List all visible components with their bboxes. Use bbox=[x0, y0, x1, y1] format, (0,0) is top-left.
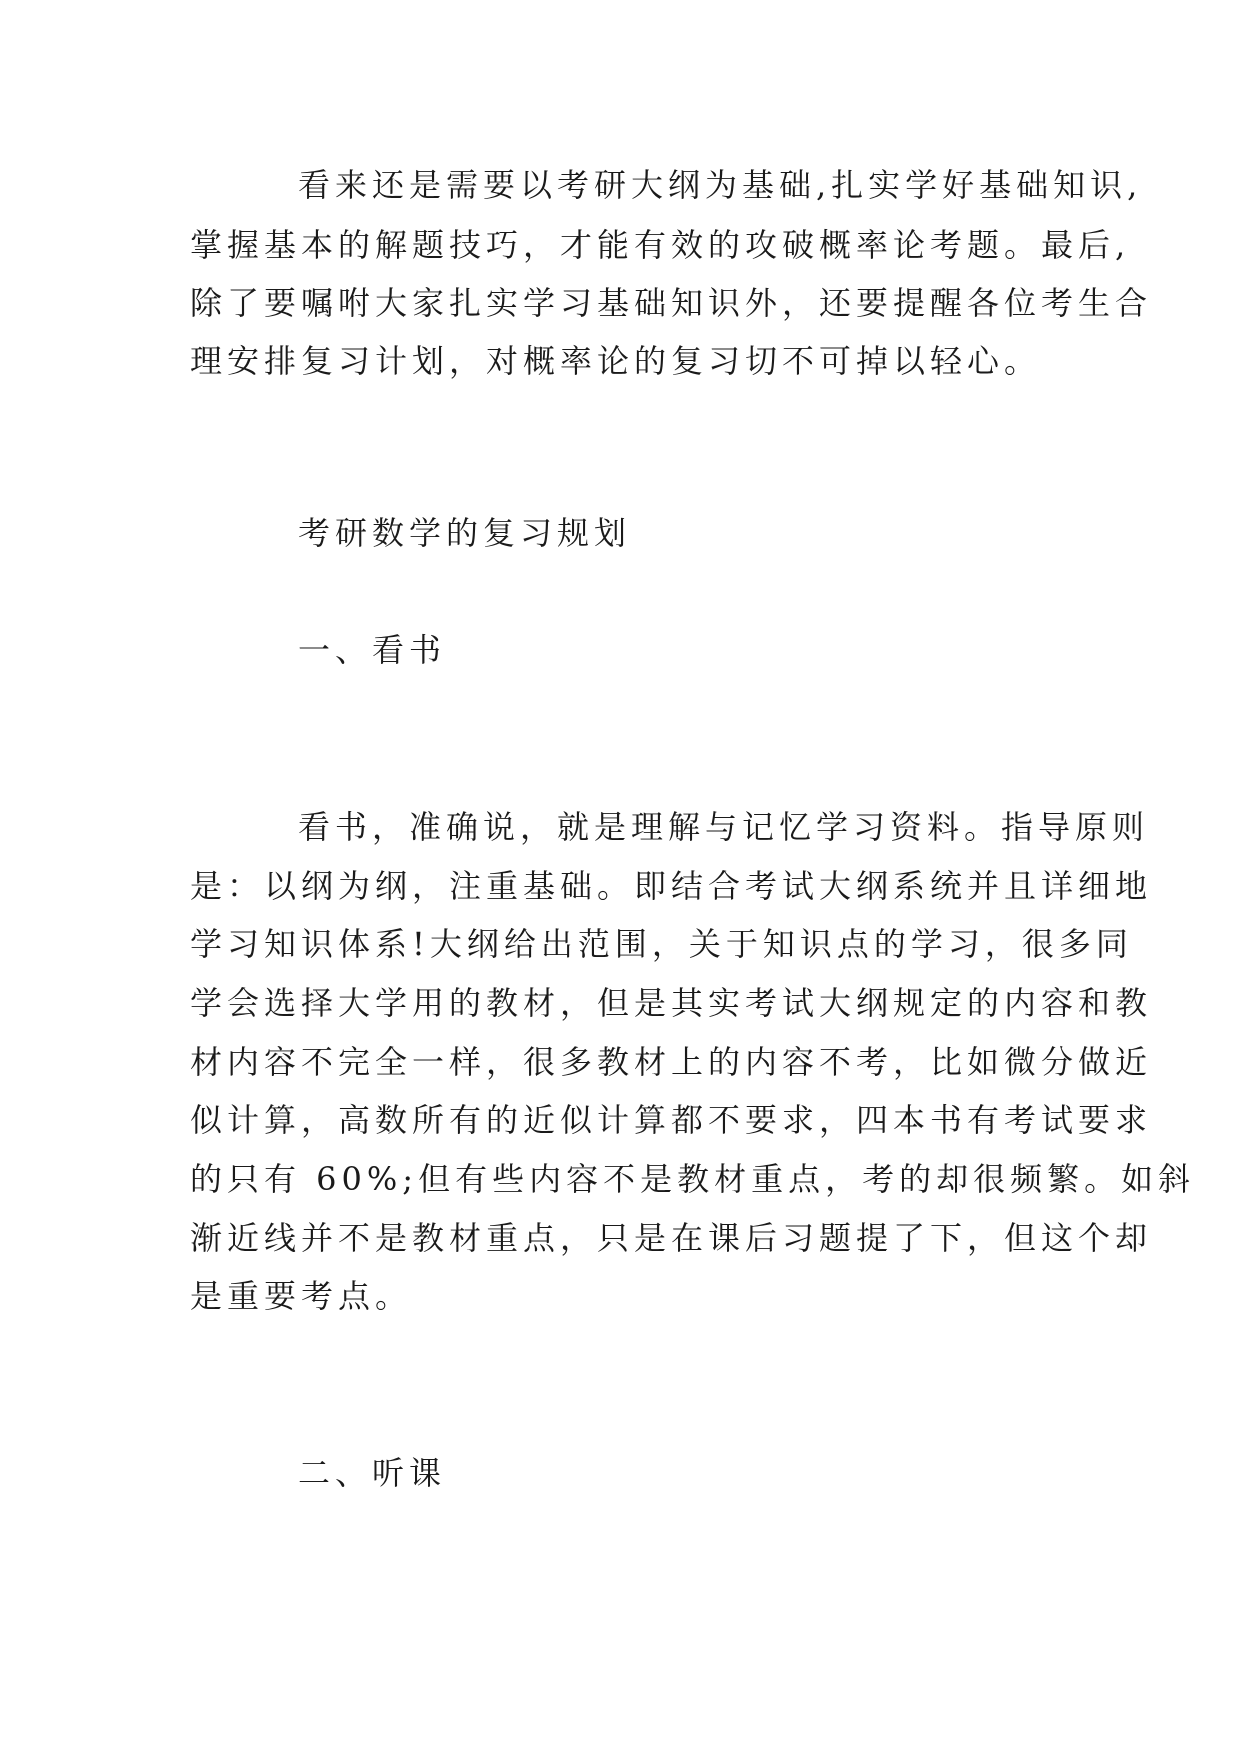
paragraph-line: 是重要考点。 bbox=[190, 1277, 413, 1315]
paragraph-line: 的只有 60%;但有些内容不是教材重点，考的却很频繁。如斜 bbox=[190, 1160, 1196, 1198]
paragraph-line: 学习知识体系!大纲给出范围，关于知识点的学习，很多同 bbox=[190, 925, 1133, 963]
section-heading-2: 二、听课 bbox=[298, 1454, 447, 1492]
paragraph-line: 看来还是需要以考研大纲为基础,扎实学好基础知识, bbox=[298, 166, 1143, 204]
paragraph-line: 学会选择大学用的教材，但是其实考试大纲规定的内容和教 bbox=[190, 984, 1153, 1022]
paragraph-line: 是：以纲为纲，注重基础。即结合考试大纲系统并且详细地 bbox=[190, 867, 1153, 905]
paragraph-line: 掌握基本的解题技巧，才能有效的攻破概率论考题。最后, bbox=[190, 226, 1131, 264]
document-title: 考研数学的复习规划 bbox=[298, 514, 632, 552]
paragraph-line: 渐近线并不是教材重点，只是在课后习题提了下，但这个却 bbox=[190, 1219, 1153, 1257]
paragraph-line: 理安排复习计划，对概率论的复习切不可掉以轻心。 bbox=[190, 342, 1042, 380]
section-heading-1: 一、看书 bbox=[298, 631, 447, 669]
paragraph-line: 看书，准确说，就是理解与记忆学习资料。指导原则 bbox=[298, 808, 1150, 846]
paragraph-line: 材内容不完全一样，很多教材上的内容不考，比如微分做近 bbox=[190, 1043, 1153, 1081]
paragraph-line: 似计算，高数所有的近似计算都不要求，四本书有考试要求 bbox=[190, 1101, 1153, 1139]
paragraph-line: 除了要嘱咐大家扎实学习基础知识外，还要提醒各位考生合 bbox=[190, 284, 1153, 322]
